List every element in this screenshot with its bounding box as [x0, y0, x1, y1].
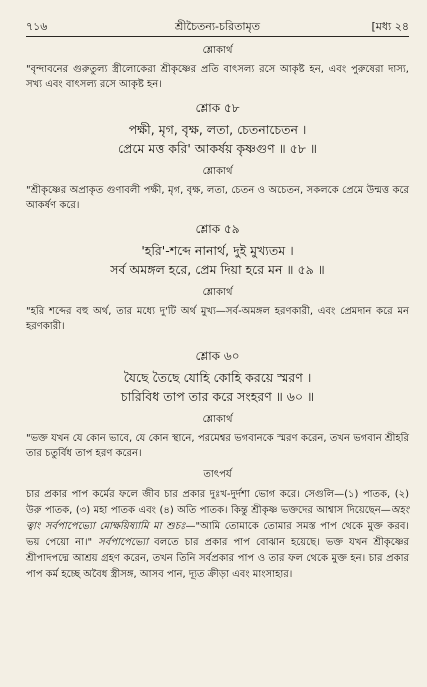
translation-label: শ্লোকার্থ: [202, 45, 233, 56]
verse-59-title: শ্লোক ৫৯: [195, 222, 240, 236]
verse-59-translation: "হরি শব্দের বহু অর্থ, তার মধ্যে দু'টি অর্থ মুখ্য—সর্ব-অমঙ্গল হরণকারী, এবং প্রেমদান করে মন হরণকারী।: [26, 306, 409, 332]
running-title: শ্রীচৈতন্য-চরিতামৃত: [175, 20, 260, 33]
verse-59-line-1: 'হরি'-শব্দে নানার্থ, দুই মুখ্যতম ।: [141, 243, 294, 258]
verse-60-translation: "ভক্ত যখন যে কোন ভাবে, যে কোন স্থানে, পরমেশ্বর ভগবানকে স্মরণ করেন, তখন ভগবান শ্রীহরি তার চতুর্বিধ তাপ হরণ করেন।: [26, 433, 409, 459]
page-number: ৭১৬: [26, 20, 48, 33]
verse-60-line-2: চারিবিধ তাপ তার করে সংহরণ ॥ ৬০ ॥: [120, 389, 315, 404]
verse-60-title: শ্লোক ৬০: [195, 349, 240, 363]
verse-59-line-2: সর্ব অমঙ্গল হরে, প্রেম দিয়া হরে মন ॥ ৫৯ ॥: [110, 262, 325, 277]
purport-text: [26, 487, 409, 583]
purport-part-2: —"আমি তোমাকে তোমার সমস্ত পাপ থেকে মুক্ত করব। ভয় পেয়ো না।": [26, 521, 410, 548]
purport-part-3: বলতে চার প্রকার পাপ বোঝান হয়েছে। ভক্ত যখন শ্রীকৃষ্ণের শ্রীপাদপদ্মে আশ্রয় গ্রহণ করেন, তখন তিনি সর্বপ্রকার পাপ ও তার ফল থেকে মুক্ত হন। চার প্রকার পাপ কর্ম হচ্ছে অবৈধ স্ত্রীসঙ্গ, আসব পান, দ্যূত ক্রীড়া এবং মাংসাহার।: [26, 537, 410, 580]
verse-59-translation-label: শ্লোকার্থ: [202, 287, 233, 298]
verse-58-title: শ্লোক ৫৮: [195, 101, 240, 115]
page-header: [26, 14, 409, 37]
verse-60-line-1: যৈছে তৈছে যোহি কোহি করয়ে স্মরণ ।: [123, 370, 312, 385]
purport-part-1: চার প্রকার পাপ কর্মের ফলে জীব চার প্রকার দুঃখ-দুর্দশা ভোগ করে। সেগুলি—(১) পাতক, (২) উরু পাতক, (৩) মহা পাতক এবং (৪) অতি পাতক। কিন্তু শ্রীকৃষ্ণ ভক্তদের আশ্বাস দিয়েছেন—: [26, 489, 409, 516]
translation-text: "বৃন্দাবনের গুরুতুল্য স্ত্রীলোকেরা শ্রীকৃষ্ণের প্রতি বাৎসল্য রসে আকৃষ্ট হন, এবং পুরুষেরা দাস্য, সখ্য এবং বাৎসল্য রসে আকৃষ্ট হন।: [26, 64, 409, 90]
purport-label: তাৎপর্য: [203, 469, 232, 480]
verse-60-translation-label: শ্লোকার্থ: [202, 414, 233, 425]
purport-quote-2: সর্বপাপেভ্যো: [98, 537, 149, 548]
purport-quote-1: অহং ত্বাং সর্বপাপেভ্যো মোক্ষয়িষ্যামি মা শুচঃ: [26, 505, 409, 532]
verse-58-translation-label: শ্লোকার্থ: [202, 166, 233, 177]
verse-58-line-1: পক্ষী, মৃগ, বৃক্ষ, লতা, চেতনাচেতন ।: [128, 122, 307, 137]
verse-58-line-2: প্রেমে মত্ত করি' আকর্ষয় কৃষ্ণগুণ ॥ ৫৮ ॥: [118, 141, 317, 156]
verse-58-translation: "শ্রীকৃষ্ণের অপ্রাকৃত গুণাবলী পক্ষী, মৃগ, বৃক্ষ, লতা, চেতন ও অচেতন, সকলকে প্রেমে উন্মত্ত করে আকর্ষণ করে।: [26, 185, 409, 211]
chapter-reference: [মধ্য ২৪: [371, 20, 409, 33]
